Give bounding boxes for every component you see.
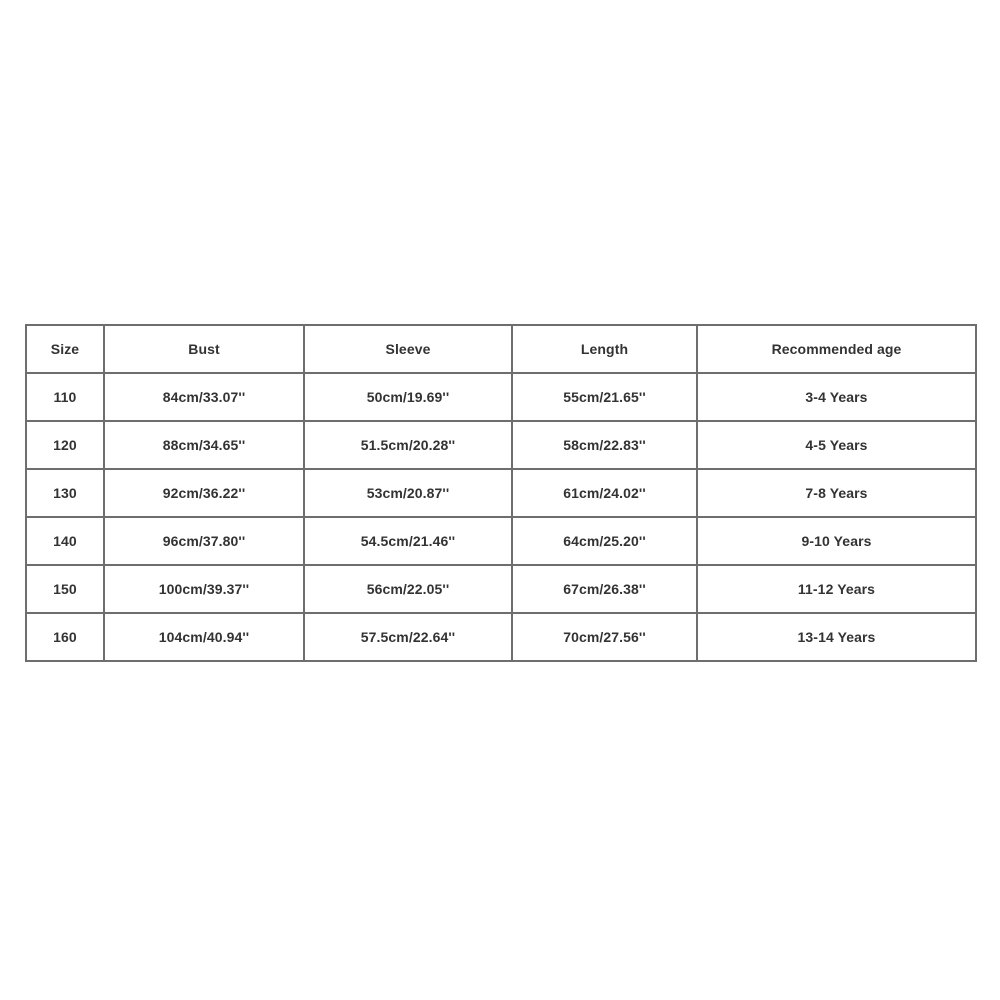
cell-length: 61cm/24.02'': [512, 469, 697, 517]
cell-size: 150: [26, 565, 104, 613]
cell-recommended-age: 13-14 Years: [697, 613, 976, 661]
cell-bust: 100cm/39.37'': [104, 565, 304, 613]
cell-recommended-age: 4-5 Years: [697, 421, 976, 469]
cell-bust: 96cm/37.80'': [104, 517, 304, 565]
cell-recommended-age: 11-12 Years: [697, 565, 976, 613]
header-length: Length: [512, 325, 697, 373]
table-row: [26, 469, 976, 517]
header-sleeve: Sleeve: [304, 325, 512, 373]
cell-sleeve: 51.5cm/20.28'': [304, 421, 512, 469]
cell-bust: 104cm/40.94'': [104, 613, 304, 661]
cell-size: 140: [26, 517, 104, 565]
cell-sleeve: 54.5cm/21.46'': [304, 517, 512, 565]
cell-length: 55cm/21.65'': [512, 373, 697, 421]
cell-size: 120: [26, 421, 104, 469]
table-row: [26, 517, 976, 565]
cell-length: 64cm/25.20'': [512, 517, 697, 565]
cell-size: 130: [26, 469, 104, 517]
cell-sleeve: 53cm/20.87'': [304, 469, 512, 517]
cell-bust: 88cm/34.65'': [104, 421, 304, 469]
cell-sleeve: 57.5cm/22.64'': [304, 613, 512, 661]
size-chart-table: [25, 324, 977, 662]
cell-size: 160: [26, 613, 104, 661]
cell-size: 110: [26, 373, 104, 421]
cell-sleeve: 50cm/19.69'': [304, 373, 512, 421]
table-row: [26, 613, 976, 661]
header-recommended-age: Recommended age: [697, 325, 976, 373]
header-size: Size: [26, 325, 104, 373]
cell-bust: 84cm/33.07'': [104, 373, 304, 421]
table-row: [26, 421, 976, 469]
cell-recommended-age: 7-8 Years: [697, 469, 976, 517]
cell-bust: 92cm/36.22'': [104, 469, 304, 517]
header-row: [26, 325, 976, 373]
header-bust: Bust: [104, 325, 304, 373]
cell-length: 70cm/27.56'': [512, 613, 697, 661]
cell-length: 58cm/22.83'': [512, 421, 697, 469]
cell-recommended-age: 9-10 Years: [697, 517, 976, 565]
cell-length: 67cm/26.38'': [512, 565, 697, 613]
table-row: [26, 565, 976, 613]
cell-sleeve: 56cm/22.05'': [304, 565, 512, 613]
cell-recommended-age: 3-4 Years: [697, 373, 976, 421]
table-row: [26, 373, 976, 421]
